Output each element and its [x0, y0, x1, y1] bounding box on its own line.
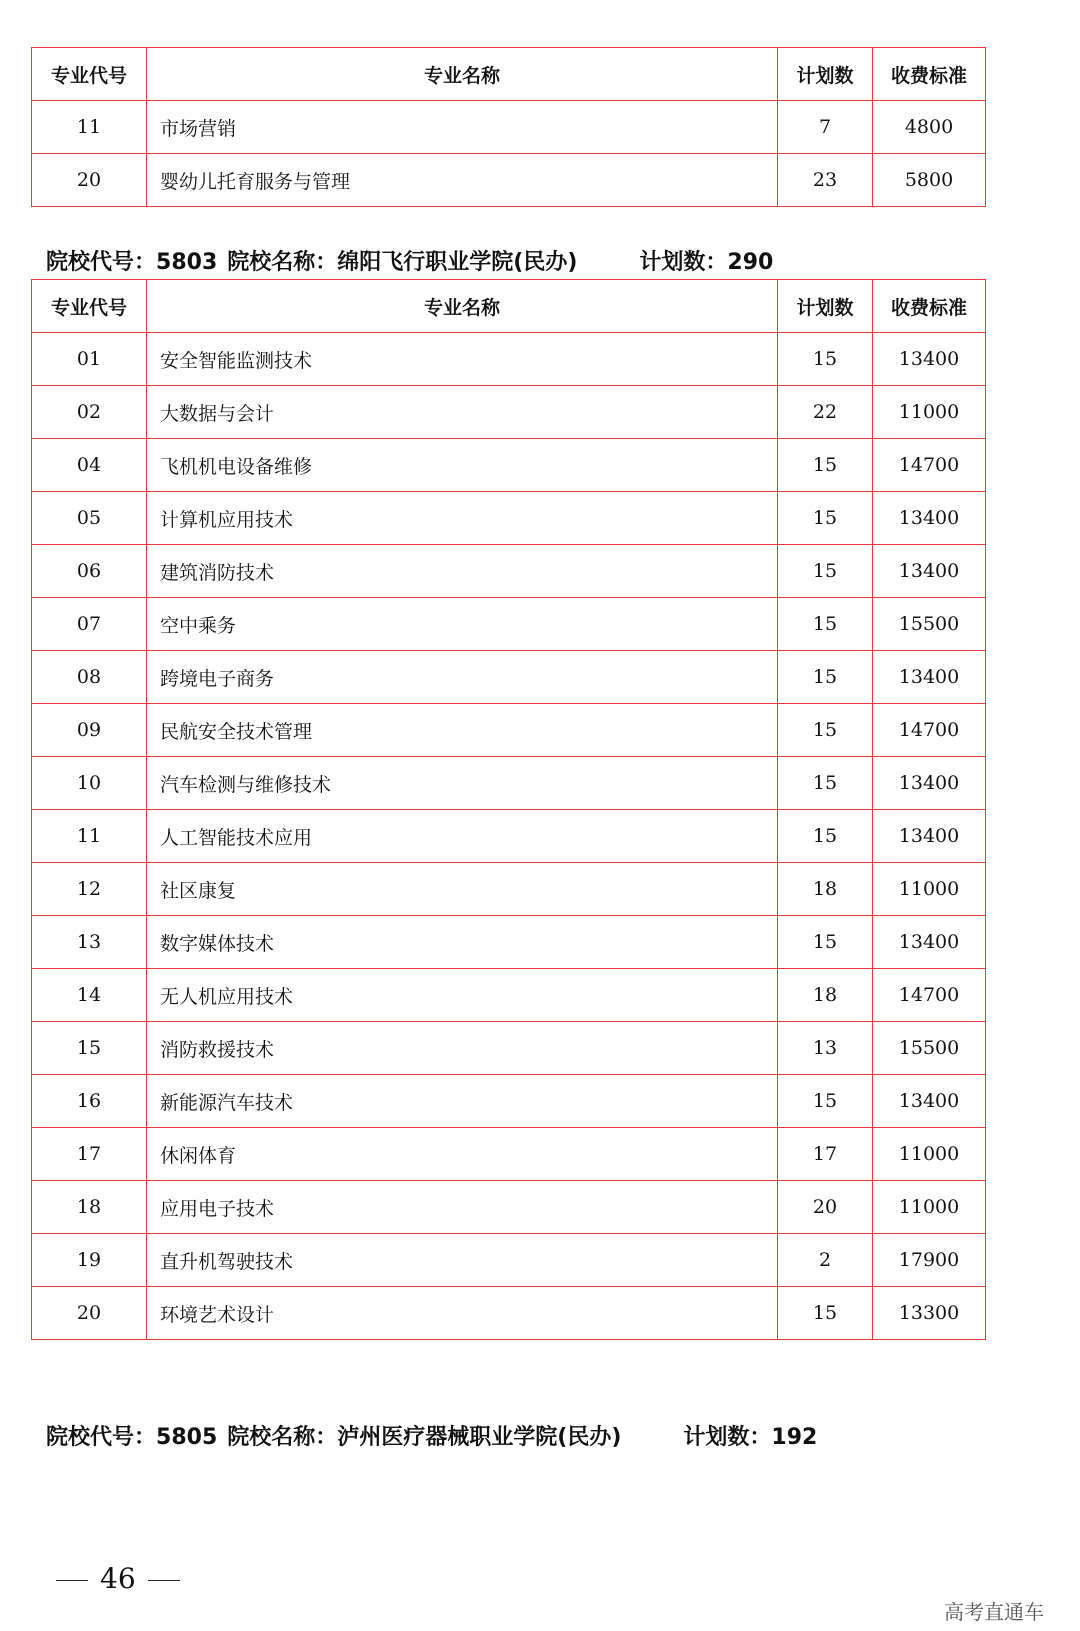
- school-info-5803: [46, 245, 773, 276]
- table-row: [32, 863, 986, 916]
- table-row: [32, 333, 986, 386]
- cell-plan: 15: [778, 598, 873, 651]
- school-plan-label: 计划数：: [639, 250, 728, 275]
- cell-fee: 11000: [873, 386, 986, 439]
- school-plan-label: 计划数：: [683, 1425, 772, 1450]
- cell-fee: 14700: [873, 969, 986, 1022]
- cell-name: 新能源汽车技术: [147, 1075, 778, 1128]
- cell-code: 13: [32, 916, 147, 969]
- cell-name: 建筑消防技术: [147, 545, 778, 598]
- cell-code: 10: [32, 757, 147, 810]
- cell-fee: 13400: [873, 333, 986, 386]
- table-row: [32, 492, 986, 545]
- table-row: [32, 386, 986, 439]
- cell-fee: 13400: [873, 1075, 986, 1128]
- cell-plan: 7: [778, 101, 873, 154]
- cell-plan: 17: [778, 1128, 873, 1181]
- cell-plan: 15: [778, 1287, 873, 1340]
- header-code: 专业代号: [32, 48, 147, 101]
- cell-fee: 13400: [873, 916, 986, 969]
- watermark: 高考直通车: [944, 1600, 1044, 1624]
- cell-code: 16: [32, 1075, 147, 1128]
- cell-plan: 15: [778, 651, 873, 704]
- cell-fee: 11000: [873, 863, 986, 916]
- school-name: 绵阳飞行职业学院(民办): [337, 250, 578, 275]
- header-name: 专业名称: [147, 280, 778, 333]
- cell-name: 空中乘务: [147, 598, 778, 651]
- header-name: 专业名称: [147, 48, 778, 101]
- cell-name: 直升机驾驶技术: [147, 1234, 778, 1287]
- cell-fee: 17900: [873, 1234, 986, 1287]
- cell-name: 社区康复: [147, 863, 778, 916]
- cell-code: 09: [32, 704, 147, 757]
- cell-name: 汽车检测与维修技术: [147, 757, 778, 810]
- cell-plan: 15: [778, 545, 873, 598]
- cell-code: 18: [32, 1181, 147, 1234]
- major-table-2: [31, 279, 986, 1340]
- cell-fee: 15500: [873, 598, 986, 651]
- table-row: [32, 969, 986, 1022]
- table-row: [32, 154, 986, 207]
- table-row: [32, 916, 986, 969]
- cell-plan: 23: [778, 154, 873, 207]
- cell-plan: 20: [778, 1181, 873, 1234]
- cell-name: 大数据与会计: [147, 386, 778, 439]
- table-row: [32, 810, 986, 863]
- cell-fee: 4800: [873, 101, 986, 154]
- school-plan: 192: [771, 1425, 818, 1450]
- cell-name: 跨境电子商务: [147, 651, 778, 704]
- cell-name: 休闲体育: [147, 1128, 778, 1181]
- table-row: [32, 1075, 986, 1128]
- cell-name: 计算机应用技术: [147, 492, 778, 545]
- school-name-label: 院校名称：: [227, 1425, 338, 1450]
- cell-plan: 2: [778, 1234, 873, 1287]
- cell-plan: 15: [778, 810, 873, 863]
- cell-fee: 13400: [873, 757, 986, 810]
- table-row: [32, 757, 986, 810]
- cell-code: 08: [32, 651, 147, 704]
- page-number: [44, 1562, 192, 1595]
- page-number-text: 46: [100, 1562, 136, 1595]
- school-code: 5803: [156, 250, 218, 275]
- cell-code: 02: [32, 386, 147, 439]
- cell-plan: 18: [778, 969, 873, 1022]
- cell-code: 06: [32, 545, 147, 598]
- cell-plan: 15: [778, 492, 873, 545]
- cell-code: 15: [32, 1022, 147, 1075]
- table-row: [32, 1287, 986, 1340]
- cell-fee: 13400: [873, 545, 986, 598]
- cell-code: 20: [32, 154, 147, 207]
- school-name: 泸州医疗器械职业学院(民办): [337, 1425, 622, 1450]
- cell-name: 人工智能技术应用: [147, 810, 778, 863]
- cell-name: 安全智能监测技术: [147, 333, 778, 386]
- cell-fee: 13400: [873, 651, 986, 704]
- cell-name: 市场营销: [147, 101, 778, 154]
- school-code: 5805: [156, 1425, 218, 1450]
- cell-plan: 15: [778, 333, 873, 386]
- cell-code: 07: [32, 598, 147, 651]
- dash-left: [56, 1580, 88, 1581]
- cell-plan: 15: [778, 1075, 873, 1128]
- table-row: [32, 101, 986, 154]
- dash-right: [148, 1580, 180, 1581]
- cell-plan: 15: [778, 916, 873, 969]
- school-name-label: 院校名称：: [227, 250, 338, 275]
- cell-plan: 22: [778, 386, 873, 439]
- table-row: [32, 1234, 986, 1287]
- table-row: [32, 545, 986, 598]
- table-header-row: [32, 280, 986, 333]
- header-fee: 收费标准: [873, 48, 986, 101]
- cell-fee: 15500: [873, 1022, 986, 1075]
- cell-code: 01: [32, 333, 147, 386]
- cell-fee: 14700: [873, 439, 986, 492]
- cell-plan: 15: [778, 757, 873, 810]
- cell-fee: 14700: [873, 704, 986, 757]
- cell-code: 11: [32, 810, 147, 863]
- cell-code: 17: [32, 1128, 147, 1181]
- cell-name: 数字媒体技术: [147, 916, 778, 969]
- cell-code: 12: [32, 863, 147, 916]
- cell-name: 环境艺术设计: [147, 1287, 778, 1340]
- cell-name: 应用电子技术: [147, 1181, 778, 1234]
- cell-fee: 13400: [873, 810, 986, 863]
- school-plan: 290: [727, 250, 774, 275]
- table-row: [32, 1181, 986, 1234]
- cell-plan: 13: [778, 1022, 873, 1075]
- cell-fee: 13300: [873, 1287, 986, 1340]
- header-code: 专业代号: [32, 280, 147, 333]
- table-row: [32, 651, 986, 704]
- cell-fee: 5800: [873, 154, 986, 207]
- table-row: [32, 1128, 986, 1181]
- cell-code: 19: [32, 1234, 147, 1287]
- table-row: [32, 598, 986, 651]
- cell-fee: 13400: [873, 492, 986, 545]
- cell-plan: 18: [778, 863, 873, 916]
- header-plan: 计划数: [778, 48, 873, 101]
- table-row: [32, 704, 986, 757]
- cell-code: 05: [32, 492, 147, 545]
- cell-name: 民航安全技术管理: [147, 704, 778, 757]
- header-fee: 收费标准: [873, 280, 986, 333]
- header-plan: 计划数: [778, 280, 873, 333]
- school-code-label: 院校代号：: [46, 250, 157, 275]
- cell-plan: 15: [778, 704, 873, 757]
- cell-code: 11: [32, 101, 147, 154]
- cell-code: 14: [32, 969, 147, 1022]
- cell-name: 消防救援技术: [147, 1022, 778, 1075]
- table-header-row: [32, 48, 986, 101]
- cell-fee: 11000: [873, 1181, 986, 1234]
- cell-plan: 15: [778, 439, 873, 492]
- major-table-1: [31, 47, 986, 207]
- cell-code: 04: [32, 439, 147, 492]
- cell-name: 无人机应用技术: [147, 969, 778, 1022]
- table-row: [32, 439, 986, 492]
- cell-code: 20: [32, 1287, 147, 1340]
- cell-name: 飞机机电设备维修: [147, 439, 778, 492]
- school-info-5805: [46, 1420, 817, 1451]
- cell-name: 婴幼儿托育服务与管理: [147, 154, 778, 207]
- table-row: [32, 1022, 986, 1075]
- school-code-label: 院校代号：: [46, 1425, 157, 1450]
- cell-fee: 11000: [873, 1128, 986, 1181]
